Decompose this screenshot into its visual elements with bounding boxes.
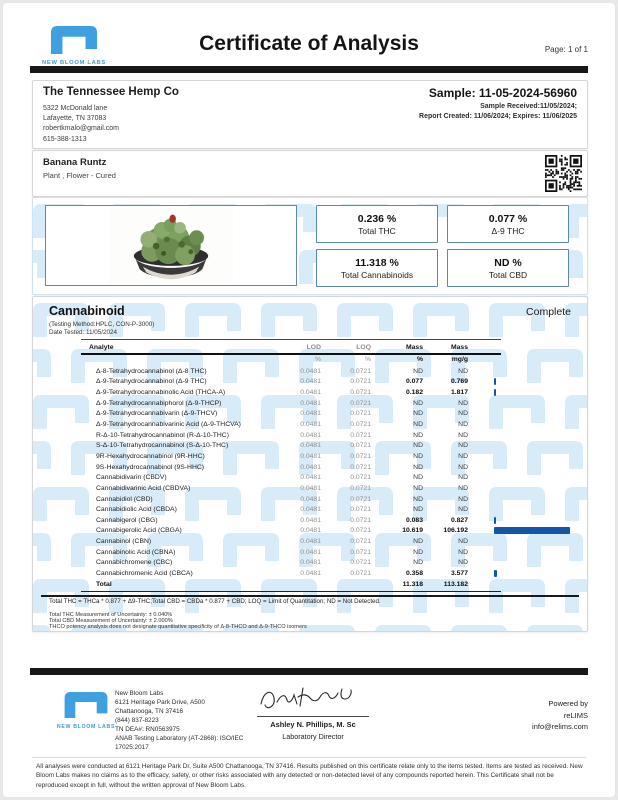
table-row bbox=[81, 504, 588, 515]
mass-percent-value: ND bbox=[413, 495, 423, 503]
mass-percent-value: 10.619 bbox=[402, 527, 423, 535]
mass-bar-cell bbox=[468, 389, 553, 396]
table-row bbox=[81, 558, 588, 569]
analyte-name: Cannabidivarin (CBDV) bbox=[96, 474, 167, 482]
analyte-name: Δ-9-Tetrahydrocannabinol (Δ-9 THC) bbox=[96, 378, 207, 386]
col-mass-mgg: Mass bbox=[450, 343, 468, 351]
analyte-table-body bbox=[81, 366, 588, 579]
mass-mgg-value: ND bbox=[458, 399, 468, 407]
mass-percent-value: ND bbox=[413, 452, 423, 460]
mass-percent-value: 0.077 bbox=[405, 378, 423, 386]
table-top-rule bbox=[81, 339, 501, 340]
lod-value: 0.0481 bbox=[300, 431, 321, 439]
analyte-name: Cannabidiolic Acid (CBDA) bbox=[96, 506, 177, 514]
analyte-name: Cannabichromenic Acid (CBCA) bbox=[96, 569, 193, 577]
summary-panel bbox=[32, 197, 588, 295]
mass-percent-value: ND bbox=[413, 399, 423, 407]
lod-value: 0.0481 bbox=[300, 367, 321, 375]
lod-value: 0.0481 bbox=[300, 463, 321, 471]
delta9-thc-value: 0.077 % bbox=[488, 212, 528, 225]
table-units-row bbox=[81, 354, 588, 365]
lod-value: 0.0481 bbox=[300, 399, 321, 407]
lab-line: TN DEA#: RN0563975 bbox=[115, 726, 180, 733]
relims-name: reLIMS bbox=[563, 710, 588, 720]
mass-bar-cell bbox=[468, 517, 553, 524]
loq-value: 0.0721 bbox=[350, 452, 371, 460]
unit-mass-mgg: mg/g bbox=[451, 356, 468, 363]
sample-photo bbox=[105, 208, 237, 284]
mass-mgg-value: ND bbox=[458, 538, 468, 546]
mass-bar bbox=[494, 389, 496, 396]
total-cbd-label: Total CBD bbox=[488, 269, 528, 280]
mass-percent-value: 0.083 bbox=[405, 516, 423, 524]
mass-mgg-value: ND bbox=[458, 463, 468, 471]
signature-block bbox=[246, 684, 380, 741]
loq-value: 0.0721 bbox=[350, 559, 371, 567]
sample-photo-frame bbox=[45, 205, 297, 286]
loq-value: 0.0721 bbox=[350, 569, 371, 577]
lod-value: 0.0481 bbox=[300, 452, 321, 460]
total-cannabinoids-value: 11.318 % bbox=[355, 256, 399, 269]
footer-logo bbox=[50, 692, 122, 730]
mass-bar-cell bbox=[468, 378, 553, 385]
total-cbd-value: ND % bbox=[494, 256, 522, 269]
analyte-name: Cannabinolic Acid (CBNA) bbox=[96, 548, 176, 556]
loq-value: 0.0721 bbox=[350, 527, 371, 535]
lod-value: 0.0481 bbox=[300, 474, 321, 482]
table-total-row bbox=[81, 579, 588, 590]
mass-percent-value: ND bbox=[413, 463, 423, 471]
lab-line: ANAB Testing Laboratory (AT-2868): ISO/IEC 17025:2017 bbox=[115, 735, 244, 751]
lab-line: (844) 837-8223 bbox=[115, 717, 159, 724]
mass-mgg-value: ND bbox=[458, 367, 468, 375]
header-divider-bar bbox=[30, 66, 588, 73]
delta9-thc-box bbox=[447, 205, 569, 243]
mass-bar bbox=[494, 527, 570, 534]
brand-name: NEW BLOOM LABS bbox=[56, 724, 116, 730]
customer-address bbox=[43, 104, 119, 145]
sample-id: Sample: 11-05-2024-56960 bbox=[428, 86, 577, 100]
col-mass-pct: Mass bbox=[405, 343, 423, 351]
mass-bar bbox=[494, 517, 496, 524]
mass-percent-value: ND bbox=[413, 410, 423, 418]
loq-value: 0.0721 bbox=[350, 484, 371, 492]
testing-method: (Testing Method:HPLC, CON-P-3000) bbox=[49, 321, 155, 328]
lab-address-block bbox=[115, 689, 257, 752]
lod-value: 0.0481 bbox=[300, 559, 321, 567]
total-thc-box bbox=[316, 205, 438, 243]
powered-by-block bbox=[532, 698, 588, 733]
mass-percent-value: ND bbox=[413, 559, 423, 567]
sample-info bbox=[419, 86, 577, 120]
mass-mgg-value: ND bbox=[458, 495, 468, 503]
note-line: Total CBD Measurement of Uncertainty: ± 2.000% bbox=[49, 618, 173, 624]
delta9-thc-label: Δ-9 THC bbox=[491, 225, 525, 236]
lod-value: 0.0481 bbox=[300, 527, 321, 535]
mass-mgg-value: ND bbox=[458, 421, 468, 429]
analyte-name: R-Δ-10-Tetrahydrocannabinol (R-Δ-10-THC) bbox=[96, 431, 229, 439]
section-title: Cannabinoid bbox=[49, 304, 125, 318]
unit-mass-pct: % bbox=[416, 356, 423, 363]
relims-email: info@relims.com bbox=[532, 722, 588, 731]
lod-value: 0.0481 bbox=[300, 484, 321, 492]
analyte-name: Cannabichromene (CBC) bbox=[96, 559, 173, 567]
loq-value: 0.0721 bbox=[350, 399, 371, 407]
mass-bar bbox=[494, 378, 496, 385]
loq-value: 0.0721 bbox=[350, 431, 371, 439]
loq-value: 0.0721 bbox=[350, 463, 371, 471]
table-row bbox=[81, 377, 588, 388]
table-row bbox=[81, 494, 588, 505]
loq-value: 0.0721 bbox=[350, 548, 371, 556]
mass-bar-cell bbox=[468, 570, 553, 577]
lod-value: 0.0481 bbox=[300, 410, 321, 418]
signer-title: Laboratory Director bbox=[282, 732, 344, 741]
loq-value: 0.0721 bbox=[350, 495, 371, 503]
mass-mgg-value: ND bbox=[458, 484, 468, 492]
mass-percent-value: ND bbox=[413, 431, 423, 439]
lab-line: 6121 Heritage Park Drive, A500 bbox=[115, 699, 205, 706]
table-row bbox=[81, 451, 588, 462]
lab-line: Chattanooga, TN 37416 bbox=[115, 708, 184, 715]
table-header bbox=[81, 341, 588, 353]
table-row bbox=[81, 430, 588, 441]
lod-value: 0.0481 bbox=[300, 442, 321, 450]
total-thc-value: 0.236 % bbox=[357, 212, 397, 225]
analyte-name: 9S-Hexahydrocannabinol (9S-HHC) bbox=[96, 463, 205, 471]
table-row bbox=[81, 526, 588, 537]
mass-mgg-value: ND bbox=[458, 506, 468, 514]
lod-value: 0.0481 bbox=[300, 506, 321, 514]
section-divider-rule bbox=[41, 595, 579, 597]
mass-percent-value: ND bbox=[413, 484, 423, 492]
note-line: THCO potency analysis does not designate quantitative specificity of Δ-8-THCO and Δ-9-THCO isomers bbox=[49, 624, 307, 630]
mass-percent-value: ND bbox=[413, 474, 423, 482]
lab-line: New Bloom Labs bbox=[115, 690, 164, 697]
address-line: 5322 McDonald lane bbox=[43, 105, 108, 112]
loq-value: 0.0721 bbox=[350, 410, 371, 418]
table-row bbox=[81, 398, 588, 409]
mass-percent-value: ND bbox=[413, 442, 423, 450]
date-tested: Date Tested: 11/05/2024 bbox=[49, 329, 118, 336]
loq-value: 0.0721 bbox=[350, 538, 371, 546]
total-cbd-box bbox=[447, 249, 569, 287]
mass-mgg-value: 1.817 bbox=[450, 389, 468, 397]
mass-mgg-value: 0.769 bbox=[450, 378, 468, 386]
mass-mgg-value: ND bbox=[458, 559, 468, 567]
lod-value: 0.0481 bbox=[300, 569, 321, 577]
address-line: 615-388-1313 bbox=[43, 135, 87, 143]
loq-value: 0.0721 bbox=[350, 367, 371, 375]
mass-percent-value: ND bbox=[413, 421, 423, 429]
table-row bbox=[81, 387, 588, 398]
mass-mgg-value: ND bbox=[458, 431, 468, 439]
footer-divider-bar bbox=[30, 668, 588, 675]
product-form: Plant , Flower - Cured bbox=[43, 171, 116, 180]
disclaimer-divider bbox=[32, 757, 586, 758]
table-row bbox=[81, 547, 588, 558]
unit-loq: % bbox=[364, 356, 371, 363]
mass-mgg-value: ND bbox=[458, 548, 468, 556]
analyte-name: Δ-9-Tetrahydrocannabiphorol (Δ-9-THCP) bbox=[96, 399, 222, 407]
mass-mgg-value: 0.827 bbox=[450, 516, 468, 524]
qr-code bbox=[545, 155, 582, 192]
uncertainty-notes bbox=[49, 612, 307, 630]
total-label: Total bbox=[96, 581, 112, 588]
table-row bbox=[81, 462, 588, 473]
total-cannabinoids-box bbox=[316, 249, 438, 287]
mass-percent-value: ND bbox=[413, 367, 423, 375]
analyte-name: Cannabidiol (CBD) bbox=[96, 495, 153, 503]
loq-value: 0.0721 bbox=[350, 474, 371, 482]
loq-value: 0.0721 bbox=[350, 421, 371, 429]
product-name: Banana Runtz bbox=[43, 157, 107, 168]
page-number: Page: 1 of 1 bbox=[544, 45, 588, 54]
lod-value: 0.0481 bbox=[300, 495, 321, 503]
analyte-name: Cannabigerolic Acid (CBGA) bbox=[96, 527, 182, 535]
col-loq: LOQ bbox=[356, 343, 371, 351]
signer-name: Ashley N. Phillips, M. Sc bbox=[270, 720, 356, 729]
analyte-name: Δ-9-Tetrahydrocannabivarinic Acid (Δ-9-THCVA) bbox=[96, 421, 241, 429]
lod-value: 0.0481 bbox=[300, 389, 321, 397]
address-line: robertkmalo@gmail.com bbox=[43, 125, 119, 133]
mass-bar bbox=[494, 570, 497, 577]
page-title: Certificate of Analysis bbox=[199, 32, 419, 55]
loq-value: 0.0721 bbox=[350, 389, 371, 397]
total-cannabinoids-label: Total Cannabinoids bbox=[340, 269, 414, 280]
table-row bbox=[81, 568, 588, 579]
mass-percent-value: ND bbox=[413, 548, 423, 556]
mass-mgg-value: ND bbox=[458, 410, 468, 418]
lod-value: 0.0481 bbox=[300, 378, 321, 386]
loq-value: 0.0721 bbox=[350, 516, 371, 524]
sample-received: Sample Received:11/05/2024; bbox=[480, 103, 577, 110]
analyte-name: Δ-8-Tetrahydrocannabinol (Δ-8 THC) bbox=[96, 367, 207, 375]
total-mass-pct: 11.318 bbox=[402, 581, 423, 588]
customer-name: The Tennessee Hemp Co bbox=[43, 86, 179, 98]
table-row bbox=[81, 515, 588, 526]
col-analyte: Analyte bbox=[89, 343, 114, 351]
table-row bbox=[81, 536, 588, 547]
analyte-name: Δ-9-Tetrahydrocannabivarin (Δ-9-THCV) bbox=[96, 410, 218, 418]
brand-name: NEW BLOOM LABS bbox=[42, 60, 106, 66]
lod-value: 0.0481 bbox=[300, 516, 321, 524]
analyte-name: 9R-Hexahydrocannabinol (9R-HHC) bbox=[96, 452, 205, 460]
analyte-name: S-Δ-10-Tetrahydrocannabinol (S-Δ-10-THC) bbox=[96, 442, 229, 450]
analyte-name: Cannabidivarinic Acid (CBDVA) bbox=[96, 484, 191, 492]
table-row bbox=[81, 440, 588, 451]
loq-value: 0.0721 bbox=[350, 442, 371, 450]
analyte-name: Δ-9-Tetrahydrocannabinolic Acid (THCA-A) bbox=[96, 389, 226, 397]
section-status: Complete bbox=[526, 306, 571, 318]
mass-mgg-value: ND bbox=[458, 452, 468, 460]
address-line: Lafayette, TN 37083 bbox=[43, 115, 107, 123]
table-row bbox=[81, 409, 588, 420]
mass-percent-value: ND bbox=[413, 538, 423, 546]
report-dates: Report Created: 11/06/2024; Expires: 11/06/2025 bbox=[419, 113, 577, 120]
summary-results-grid bbox=[316, 205, 569, 287]
bloom-arch-icon bbox=[64, 692, 108, 718]
calculation-footnote: Total THC = THCa * 0.877 + Δ9-THC;Total CBD = CBDa * 0.877 + CBD; LOQ = Limit of Quantitation; ND = Not Detected. bbox=[49, 598, 381, 605]
signature-icon bbox=[255, 684, 371, 711]
mass-mgg-value: 106.192 bbox=[443, 527, 468, 535]
total-mass-mgg: 113.182 bbox=[443, 581, 468, 588]
cannabinoid-panel bbox=[32, 296, 588, 632]
table-row bbox=[81, 419, 588, 430]
col-lod: LOD bbox=[306, 343, 321, 351]
table-bottom-rule bbox=[81, 591, 501, 592]
mass-percent-value: ND bbox=[413, 506, 423, 514]
table-row bbox=[81, 483, 588, 494]
disclaimer-text: All analyses were conducted at 6121 Heritage Park Dr, Suite A500 Chattanooga, TN 37416. Results published on this certificate relate only to the items tested. Items are tested as received. New Bloom Labs makes no claims as to the efficacy, safety, or other risks associated with any detected or non-detected level of any compounds reported herein. This Certificate shall not be reproduced except in full, without the written approval of New Bloom Labs. bbox=[36, 763, 583, 789]
mass-mgg-value: ND bbox=[458, 442, 468, 450]
analyte-name: Cannabigerol (CBG) bbox=[96, 516, 158, 524]
total-thc-label: Total THC bbox=[358, 225, 396, 236]
mass-percent-value: 0.358 bbox=[405, 569, 423, 577]
powered-by-line: Powered by bbox=[548, 699, 588, 708]
lod-value: 0.0481 bbox=[300, 421, 321, 429]
customer-sample-panel bbox=[32, 80, 588, 149]
unit-lod: % bbox=[314, 356, 321, 363]
lod-value: 0.0481 bbox=[300, 548, 321, 556]
loq-value: 0.0721 bbox=[350, 378, 371, 386]
mass-bar-cell bbox=[468, 527, 553, 534]
analyte-name: Cannabinol (CBN) bbox=[96, 538, 152, 546]
mass-mgg-value: ND bbox=[458, 474, 468, 482]
loq-value: 0.0721 bbox=[350, 506, 371, 514]
table-row bbox=[81, 472, 588, 483]
table-row bbox=[81, 366, 588, 377]
mass-percent-value: 0.182 bbox=[405, 389, 423, 397]
note-line: Total THC Measurement of Uncertainty: ± 0.040% bbox=[49, 612, 173, 618]
product-panel bbox=[32, 150, 588, 197]
lod-value: 0.0481 bbox=[300, 538, 321, 546]
signature-line bbox=[257, 716, 369, 717]
mass-mgg-value: 3.577 bbox=[450, 569, 468, 577]
